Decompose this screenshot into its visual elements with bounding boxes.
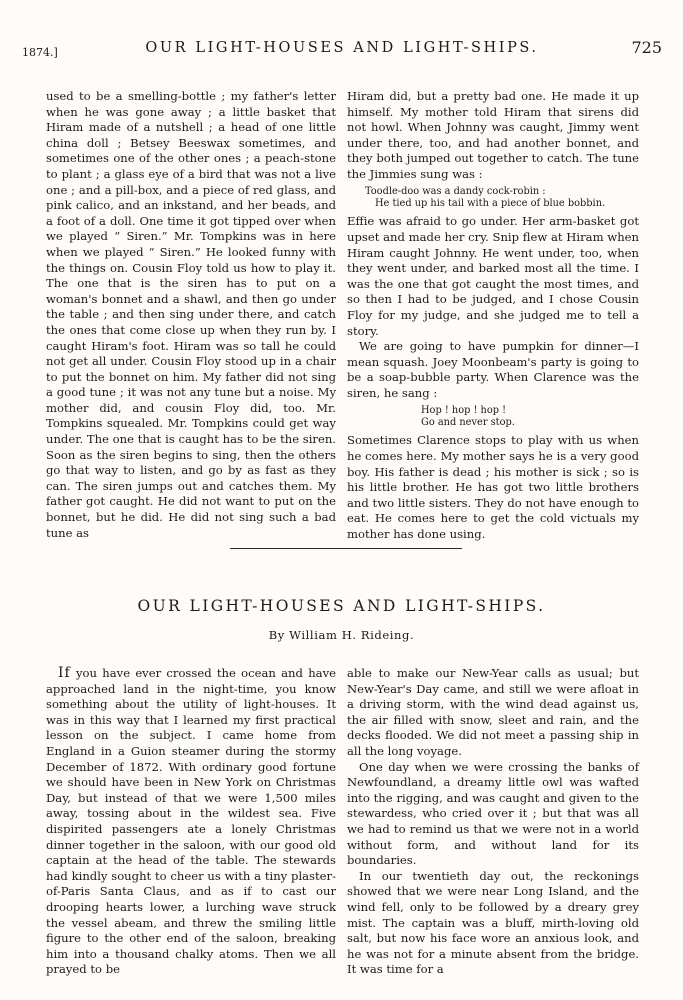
header-year: 1874.] [22,46,58,59]
article-paragraph: able to make our New-Year calls as usual; but New-Year's Day came, and still we were afloat in a driving storm, with the wind dead against us, the air filled with snow, sleet and rain, and the decks flooded. We did not meet a passing ship in all the long voyage. [347,666,639,758]
article-text: you have ever crossed the ocean and have approached land in the night-time, you know something about the utility of light-houses. It was in this way that I learned my first practical lesson on the subject. I came home from England in a Guion steamer during the stormy December of 1872. With ordinary good fortune we should have been in New York on Christmas Day, but instead of that we were 1,500 miles away, tossing about in the wildest sea. Five dispirited passengers ate a lonely Christmas dinner together in the saloon, with our good old captain at the head of the table. The stewards had kindly sought to cheer us with a tiny plaster-of-Paris Santa Claus, and as if to cast our drooping hearts lower, a lurching wave struck the vessel abeam, and threw the smiling little figure to the other end of the saloon, breaking him into a thousand chalky atoms. Then we all prayed to be [46,666,336,977]
song-verse [347,405,639,430]
article-byline: By William H. Rideing. [268,628,415,642]
article-column-left [46,666,336,978]
story-paragraph: Sometimes Clarence stops to play with us when he comes here. My mother says he is a very good boy. His father is dead ; his mother is sick ; so is his little brother. He has got two little brothers and two little sisters. They do not have enough to eat. He comes here to get the cold victuals my mother has done using. [347,433,639,541]
story-column-right [347,89,639,542]
story-paragraph: Effie was afraid to go under. Her arm-basket got upset and made her cry. Snip flew at Hiram when Hiram caught Johnny. He went under, too, when they went under, and barked most all the time. I was the one that got caught the most times, and so then I had to be judged, and I chose Cousin Floy for my judge, and she judged me to tell a story. [347,214,639,338]
song-line: He tied up his tail with a piece of blue bobbin. [375,197,606,209]
article-paragraph [46,666,336,978]
running-header [22,38,662,62]
song-verse [347,186,639,211]
drop-cap: If [58,665,71,681]
article-column-right [347,666,639,978]
story-paragraph: used to be a smelling-bottle ; my father's letter when he was gone away ; a little basket that Hiram made of a nutshell ; a head of one little china doll ; Betsey Beeswax sometimes, and sometimes one of the other ones ; a peach-stone to plant ; a glass eye of a bird that was not a live one ; and a pill-box, and a piece of red glass, and pink calico, and an inkstand, and her beads, and a foot of a doll. One time it got tipped over when we played “ Siren.” Mr. Tompkins was in here when we played “ Siren.” He looked funny with the things on. Cousin Floy told us how to play it. The one that is the siren has to put on a woman's bonnet and a shawl, and then go under the table ; and then sing under there, and catch the ones that come close up when they run by. I caught Hiram's foot. Hiram was so tall he could not get all under. Cousin Floy stood up in a chair to put the bonnet on him. My father did not sing a good tune ; it was not any tune but a noise. My mother did, and cousin Floy did, too. Mr. Tompkins squealed. Mr. Tompkins could get way under. The one that is caught has to be the siren. Soon as the siren begins to sing, then the others go that way to listen, and go by as fast as they can. The siren jumps out and catches them. My father got caught. He did not want to put on the bonnet, but he did. He did not sing such a bad tune as [46,89,336,540]
song-line: Toodle-doo was a dandy cock-robin : [365,185,546,197]
story-paragraph: Hiram did, but a pretty bad one. He made it up himself. My mother told Hiram that sirens did not howl. When Johnny was caught, Jimmy went under there, too, and had another bonnet, and they both jumped out together to catch. The tune the Jimmies sung was : [347,89,639,181]
story-column-left [46,89,336,541]
song-line: Hop ! hop ! hop ! [421,404,507,416]
story-paragraph: We are going to have pumpkin for dinner—I mean squash. Joey Moonbeam's party is going to be a soap-bubble party. When Clarence was the siren, he sang : [347,339,639,400]
article-title: OUR LIGHT-HOUSES AND LIGHT-SHIPS. [137,597,546,615]
article-paragraph: In our twentieth day out, the reckonings showed that we were near Long Island, and the wind fell, only to be followed by a dreary grey mist. The captain was a bluff, mirth-loving old salt, but now his face wore an anxious look, and he was not for a minute absent from the bridge. It was time for a [347,868,639,977]
article-paragraph: One day when we were crossing the banks of Newfoundland, a dreamy little owl was wafted into the rigging, and was caught and given to the stewardess, who cried over it ; but that was all we had to remind us that we were not in a world without form, and without land for its boundaries. [347,759,639,868]
section-divider [230,548,462,549]
page-number: 725 [631,38,662,57]
header-title: OUR LIGHT-HOUSES AND LIGHT-SHIPS. [145,40,539,56]
song-line: Go and never stop. [421,416,515,428]
